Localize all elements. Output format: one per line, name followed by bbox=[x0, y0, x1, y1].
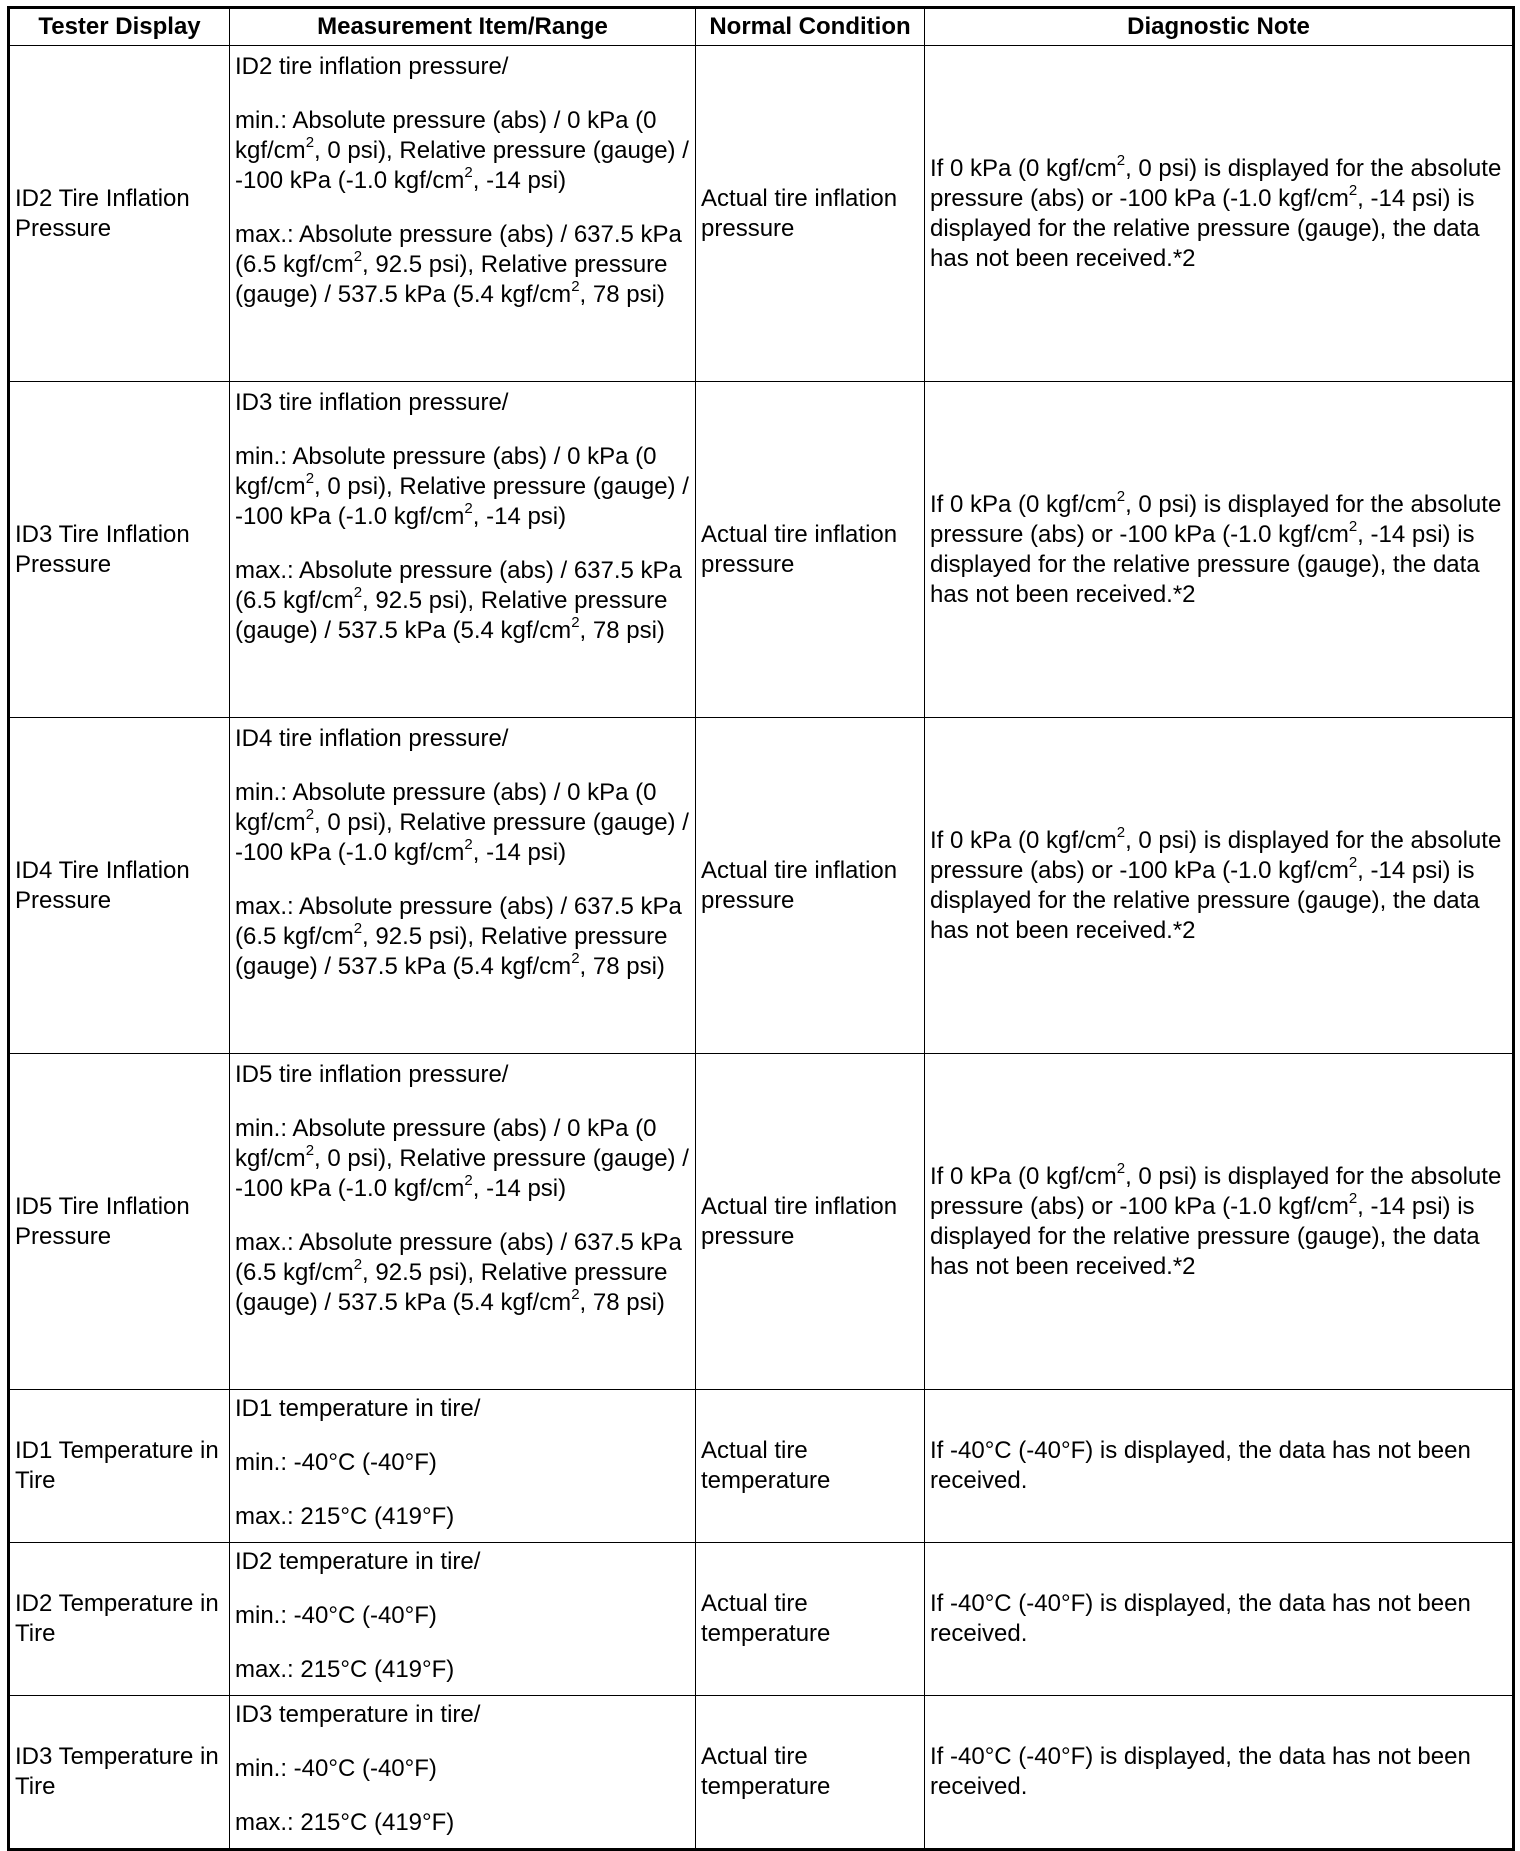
table-row bbox=[9, 718, 1514, 1054]
data-list-table bbox=[7, 6, 1515, 1851]
normal-condition-cell: Actual tire temperature bbox=[696, 1696, 925, 1850]
table-header-row bbox=[9, 8, 1514, 46]
measurement-cell bbox=[230, 1543, 696, 1696]
measurement-min: min.: -40°C (-40°F) bbox=[235, 1755, 437, 1782]
measurement-item: ID3 temperature in tire/ bbox=[235, 1701, 481, 1728]
measurement-max: max.: Absolute pressure (abs) / 637.5 kPa (6.5 kgf/$cm^2$, 92.5 psi), Relative pressure (gauge) / 537.5 kPa (5.4 kgf/$cm^2$, 78 psi) bbox=[235, 557, 682, 644]
normal-condition-cell: Actual tire inflation pressure bbox=[696, 1054, 925, 1390]
normal-condition-cell: Actual tire temperature bbox=[696, 1543, 925, 1696]
normal-condition-cell: Actual tire inflation pressure bbox=[696, 718, 925, 1054]
measurement-min: min.: Absolute pressure (abs) / 0 kPa (0 kgf/$cm^2$, 0 psi), Relative pressure (gauge) / -100 kPa (-1.0 kgf/$cm^2$, -14 psi) bbox=[235, 107, 689, 194]
header-normal-condition: Normal Condition bbox=[696, 8, 925, 46]
diagnostic-note-cell: If -40°C (-40°F) is displayed, the data has not been received. bbox=[925, 1543, 1514, 1696]
measurement-item: ID1 temperature in tire/ bbox=[235, 1395, 481, 1422]
normal-condition-cell: Actual tire inflation pressure bbox=[696, 46, 925, 382]
measurement-max: max.: 215°C (419°F) bbox=[235, 1809, 455, 1836]
tester-display-cell: ID2 Tire Inflation Pressure bbox=[9, 46, 230, 382]
measurement-cell bbox=[230, 718, 696, 1054]
measurement-min: min.: -40°C (-40°F) bbox=[235, 1449, 437, 1476]
measurement-min: min.: Absolute pressure (abs) / 0 kPa (0 kgf/$cm^2$, 0 psi), Relative pressure (gauge) / -100 kPa (-1.0 kgf/$cm^2$, -14 psi) bbox=[235, 1115, 689, 1202]
table-row bbox=[9, 1696, 1514, 1850]
measurement-item: ID2 temperature in tire/ bbox=[235, 1548, 481, 1575]
diagnostic-note-cell: If 0 kPa (0 kgf/$cm^2$, 0 psi) is displayed for the absolute pressure (abs) or -100 kPa (-1.0 kgf/$cm^2$, -14 psi) is displayed for the relative pressure (gauge), the data has not been received.*2 bbox=[925, 1054, 1514, 1390]
normal-condition-cell: Actual tire inflation pressure bbox=[696, 382, 925, 718]
table-row bbox=[9, 1054, 1514, 1390]
measurement-cell bbox=[230, 46, 696, 382]
diagnostic-note-cell: If 0 kPa (0 kgf/$cm^2$, 0 psi) is displayed for the absolute pressure (abs) or -100 kPa (-1.0 kgf/$cm^2$, -14 psi) is displayed for the relative pressure (gauge), the data has not been received.*2 bbox=[925, 382, 1514, 718]
tester-display-cell: ID3 Tire Inflation Pressure bbox=[9, 382, 230, 718]
normal-condition-cell: Actual tire temperature bbox=[696, 1390, 925, 1543]
diagnostic-note-cell: If -40°C (-40°F) is displayed, the data has not been received. bbox=[925, 1696, 1514, 1850]
table-row bbox=[9, 46, 1514, 382]
measurement-item: ID3 tire inflation pressure/ bbox=[235, 389, 509, 416]
diagnostic-note-cell: If 0 kPa (0 kgf/$cm^2$, 0 psi) is displayed for the absolute pressure (abs) or -100 kPa (-1.0 kgf/$cm^2$, -14 psi) is displayed for the relative pressure (gauge), the data has not been received.*2 bbox=[925, 718, 1514, 1054]
header-diagnostic-note: Diagnostic Note bbox=[925, 8, 1514, 46]
tester-display-cell: ID1 Temperature in Tire bbox=[9, 1390, 230, 1543]
measurement-cell bbox=[230, 1390, 696, 1543]
tester-display-cell: ID4 Tire Inflation Pressure bbox=[9, 718, 230, 1054]
header-measurement-item: Measurement Item/Range bbox=[230, 8, 696, 46]
measurement-min: min.: -40°C (-40°F) bbox=[235, 1602, 437, 1629]
measurement-max: max.: 215°C (419°F) bbox=[235, 1503, 455, 1530]
tester-display-cell: ID2 Temperature in Tire bbox=[9, 1543, 230, 1696]
measurement-min: min.: Absolute pressure (abs) / 0 kPa (0 kgf/$cm^2$, 0 psi), Relative pressure (gauge) / -100 kPa (-1.0 kgf/$cm^2$, -14 psi) bbox=[235, 779, 689, 866]
diagnostic-note-cell: If 0 kPa (0 kgf/$cm^2$, 0 psi) is displayed for the absolute pressure (abs) or -100 kPa (-1.0 kgf/$cm^2$, -14 psi) is displayed for the relative pressure (gauge), the data has not been received.*2 bbox=[925, 46, 1514, 382]
table-row bbox=[9, 382, 1514, 718]
measurement-cell bbox=[230, 1054, 696, 1390]
measurement-max: max.: 215°C (419°F) bbox=[235, 1656, 455, 1683]
measurement-max: max.: Absolute pressure (abs) / 637.5 kPa (6.5 kgf/$cm^2$, 92.5 psi), Relative pressure (gauge) / 537.5 kPa (5.4 kgf/$cm^2$, 78 psi) bbox=[235, 1229, 682, 1316]
table-row bbox=[9, 1543, 1514, 1696]
measurement-max: max.: Absolute pressure (abs) / 637.5 kPa (6.5 kgf/$cm^2$, 92.5 psi), Relative pressure (gauge) / 537.5 kPa (5.4 kgf/$cm^2$, 78 psi) bbox=[235, 893, 682, 980]
measurement-max: max.: Absolute pressure (abs) / 637.5 kPa (6.5 kgf/$cm^2$, 92.5 psi), Relative pressure (gauge) / 537.5 kPa (5.4 kgf/$cm^2$, 78 psi) bbox=[235, 221, 682, 308]
tester-display-cell: ID5 Tire Inflation Pressure bbox=[9, 1054, 230, 1390]
header-tester-display: Tester Display bbox=[9, 8, 230, 46]
table-row bbox=[9, 1390, 1514, 1543]
diagnostic-table-container bbox=[7, 6, 1512, 1851]
tester-display-cell: ID3 Temperature in Tire bbox=[9, 1696, 230, 1850]
measurement-min: min.: Absolute pressure (abs) / 0 kPa (0 kgf/$cm^2$, 0 psi), Relative pressure (gauge) / -100 kPa (-1.0 kgf/$cm^2$, -14 psi) bbox=[235, 443, 689, 530]
measurement-item: ID4 tire inflation pressure/ bbox=[235, 725, 509, 752]
diagnostic-note-cell: If -40°C (-40°F) is displayed, the data has not been received. bbox=[925, 1390, 1514, 1543]
measurement-cell bbox=[230, 382, 696, 718]
measurement-item: ID5 tire inflation pressure/ bbox=[235, 1061, 509, 1088]
measurement-cell bbox=[230, 1696, 696, 1850]
measurement-item: ID2 tire inflation pressure/ bbox=[235, 53, 509, 80]
